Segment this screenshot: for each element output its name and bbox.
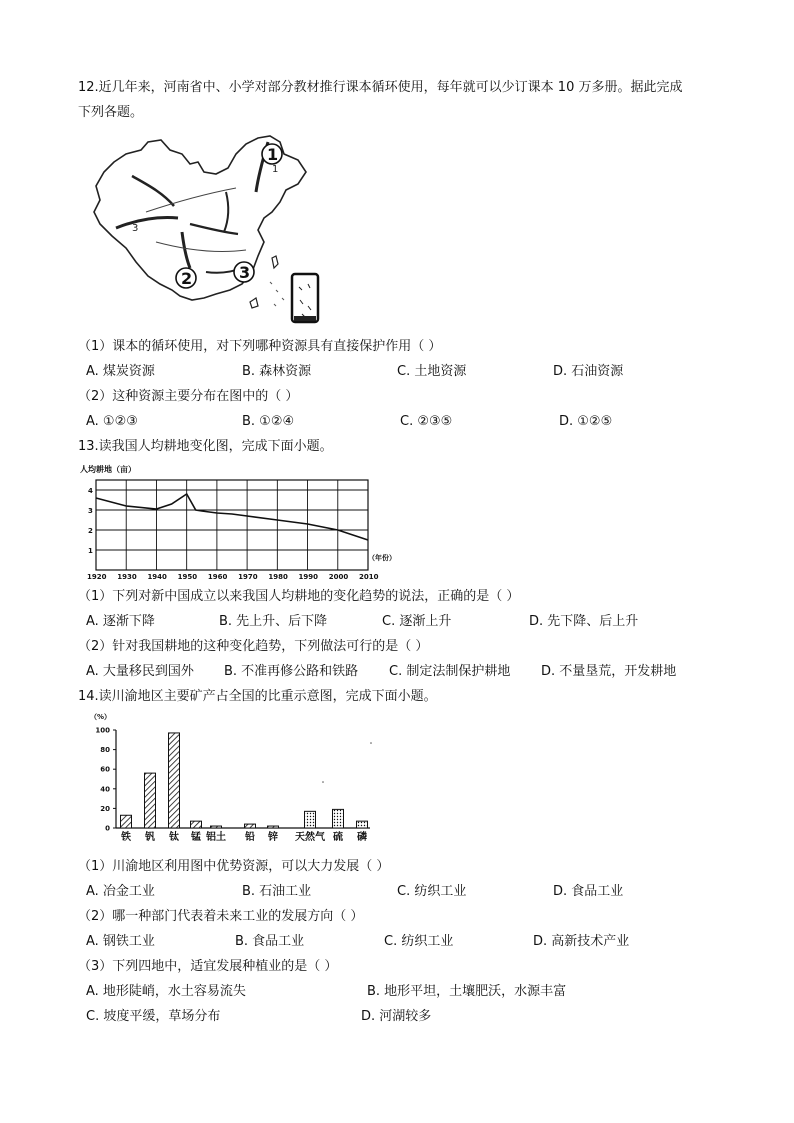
q13-sub2-option-d[interactable]: D. 不量垦荒，开发耕地 — [541, 664, 677, 679]
bar-3 — [169, 733, 180, 828]
q14-sub3-option-a[interactable]: A. 地形陡峭，水土容易流失 — [86, 984, 246, 999]
map-river-south — [156, 242, 246, 252]
bar-category-label: 铅 — [245, 832, 255, 843]
map-range-taihang — [224, 192, 228, 232]
line-chart-ytick: 4 — [88, 487, 93, 495]
farmland-per-capita-chart — [76, 462, 400, 580]
line-chart-xtick: 1930 — [117, 573, 137, 580]
q12-sub2-option-a[interactable]: A. ①②③ — [86, 414, 138, 429]
q12-stem-line2: 下列各题。 — [78, 105, 144, 120]
bar-category-label: 钛 — [169, 832, 179, 843]
q12-sub1-option-c[interactable]: C. 土地资源 — [397, 364, 467, 379]
q14-sub2: （2）哪一种部门代表着未来工业的发展方向（ ） — [78, 909, 364, 924]
q13-sub1-option-a[interactable]: A. 逐渐下降 — [86, 614, 155, 629]
q12-sub1-option-b[interactable]: B. 森林资源 — [242, 364, 312, 379]
q14-sub3-option-c[interactable]: C. 坡度平缓，草场分布 — [86, 1009, 221, 1024]
map-range-west — [116, 217, 178, 228]
map-label-2: 2 — [181, 269, 193, 288]
q14-sub1-option-b[interactable]: B. 石油工业 — [242, 884, 312, 899]
south-sea-inset — [292, 274, 318, 322]
q14-sub3-option-d[interactable]: D. 河湖较多 — [361, 1009, 432, 1024]
q14-sub2-option-c[interactable]: C. 纺织工业 — [384, 934, 454, 949]
bar-1 — [121, 815, 132, 828]
q12-sub2-option-c[interactable]: C. ②③⑤ — [400, 414, 453, 429]
svg-text:1: 1 — [272, 164, 279, 175]
q13-sub1-option-c[interactable]: C. 逐渐上升 — [382, 614, 452, 629]
line-chart-frame — [96, 480, 368, 570]
map-label-3: 3 — [239, 263, 251, 282]
q13-sub2: （2）针对我国耕地的这种变化趋势，下列做法可行的是（ ） — [78, 639, 429, 654]
bar-category-label: 钒 — [145, 832, 155, 843]
line-chart-xtick: 1920 — [87, 573, 107, 580]
q13-stem: 13.读我国人均耕地变化图，完成下面小题。 — [78, 439, 333, 454]
q12-stem-line1: 12.近几年来，河南省中、小学对部分教材推行课本循环使用，每年就可以少订课本 10 万多册。据此完成 — [78, 80, 683, 95]
bar-chart-ytick: 80 — [100, 746, 110, 755]
line-chart-ytick: 2 — [88, 527, 93, 535]
bar-chart-ytick: 100 — [95, 726, 110, 735]
line-chart-ytick: 1 — [88, 547, 93, 555]
q14-sub1: （1）川渝地区利用图中优势资源，可以大力发展（ ） — [78, 859, 390, 874]
bar-category-label: 锰 — [191, 832, 201, 843]
bar-category-label: 硫 — [333, 832, 343, 843]
bar-category-label: 铝土 — [206, 832, 226, 843]
q13-sub2-option-a[interactable]: A. 大量移民到国外 — [86, 664, 194, 679]
bar-chart-ytick: 20 — [100, 804, 110, 813]
q14-sub2-option-a[interactable]: A. 钢铁工业 — [86, 934, 155, 949]
bar-7 — [268, 826, 279, 828]
q13-sub1-option-b[interactable]: B. 先上升、后下降 — [219, 614, 328, 629]
q12-sub1: （1）课本的循环使用，对下列哪种资源具有直接保护作用（ ） — [78, 339, 442, 354]
line-chart-xtick: 1950 — [177, 573, 198, 580]
map-mark-small: 3 — [132, 223, 139, 234]
line-chart-ytick: 3 — [88, 507, 93, 515]
map-island — [272, 256, 278, 268]
bar-chart-ylabel: （%） — [90, 713, 112, 721]
map-label-1: 1 — [267, 145, 279, 164]
bar-category-label: 锌 — [268, 832, 278, 843]
china-map-figure — [86, 132, 342, 328]
bar-category-label: 磷 — [357, 832, 367, 843]
farmland-trend-line — [96, 494, 368, 540]
map-range-qinling — [190, 224, 238, 234]
mineral-share-chart — [90, 710, 390, 850]
q13-sub2-option-c[interactable]: C. 制定法制保护耕地 — [389, 664, 511, 679]
bar-chart-ytick: 0 — [105, 824, 110, 833]
bar-9 — [333, 809, 344, 828]
line-chart-xtick: 1970 — [238, 573, 258, 580]
q14-sub3: （3）下列四地中，适宜发展种植业的是（ ） — [78, 959, 338, 974]
bar-6 — [245, 824, 256, 828]
bar-10 — [357, 821, 368, 828]
bar-category-label: 铁 — [121, 832, 131, 843]
q13-sub1: （1）下列对新中国成立以来我国人均耕地的变化趋势的说法，正确的是（ ） — [78, 589, 520, 604]
map-range-southwest — [182, 232, 190, 268]
q14-sub1-option-c[interactable]: C. 纺织工业 — [397, 884, 467, 899]
line-chart-xtick: 1960 — [207, 573, 228, 580]
q14-sub2-option-d[interactable]: D. 高新技术产业 — [533, 934, 630, 949]
bar-4 — [191, 821, 202, 828]
bar-chart-ytick: 60 — [100, 765, 110, 774]
q12-sub1-option-a[interactable]: A. 煤炭资源 — [86, 364, 155, 379]
bar-8 — [305, 811, 316, 828]
q14-sub2-option-b[interactable]: B. 食品工业 — [235, 934, 305, 949]
line-chart-xtick: 2010 — [359, 573, 379, 580]
q12-sub2: （2）这种资源主要分布在图中的（ ） — [78, 389, 299, 404]
line-chart-xtick: 1940 — [147, 573, 167, 580]
bar-category-label: 天然气 — [295, 832, 325, 843]
q12-sub2-option-b[interactable]: B. ①②④ — [242, 414, 295, 429]
line-chart-xtick: 1990 — [298, 573, 319, 580]
bar-2 — [145, 773, 156, 828]
q14-sub1-option-a[interactable]: A. 冶金工业 — [86, 884, 155, 899]
map-range-tianshan — [132, 176, 174, 206]
bar-chart-ytick: 40 — [100, 785, 110, 794]
bar-5 — [211, 826, 222, 828]
q12-sub2-option-d[interactable]: D. ①②⑤ — [559, 414, 613, 429]
line-chart-xtick: 2000 — [328, 573, 349, 580]
q13-sub2-option-b[interactable]: B. 不准再修公路和铁路 — [224, 664, 359, 679]
q14-sub1-option-d[interactable]: D. 食品工业 — [553, 884, 624, 899]
chart-ylabel: 人均耕地（亩） — [80, 465, 136, 474]
chart-xlabel: （年份） — [368, 554, 396, 562]
q12-sub1-option-d[interactable]: D. 石油资源 — [553, 364, 624, 379]
q14-sub3-option-b[interactable]: B. 地形平坦，土壤肥沃，水源丰富 — [367, 984, 567, 999]
line-chart-xtick: 1980 — [268, 573, 288, 580]
q14-stem: 14.读川渝地区主要矿产占全国的比重示意图，完成下面小题。 — [78, 689, 437, 704]
q13-sub1-option-d[interactable]: D. 先下降、后上升 — [529, 614, 639, 629]
